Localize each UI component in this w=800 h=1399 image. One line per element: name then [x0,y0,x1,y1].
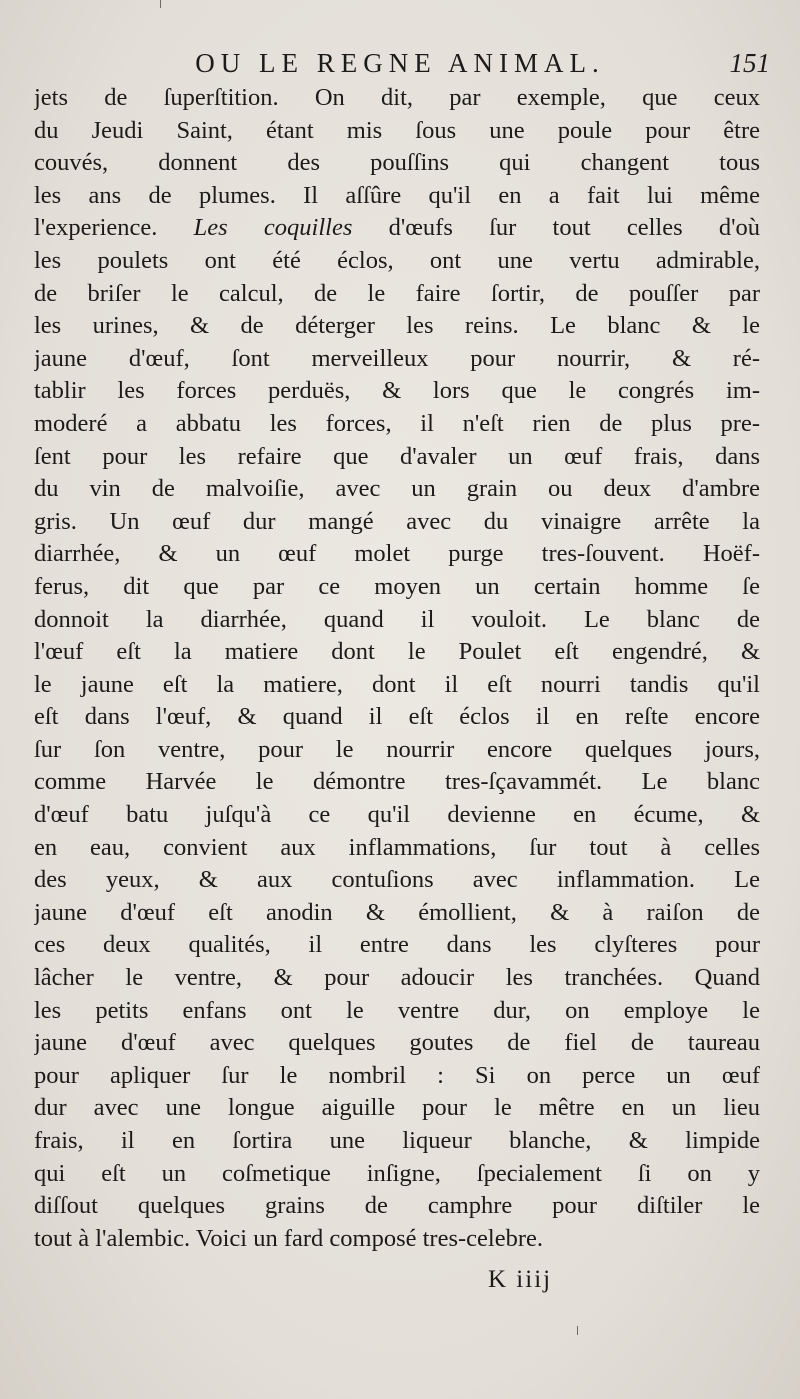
running-title: OU LE REGNE ANIMAL. [195,48,605,78]
text-line: les poulets ont été éclos, ont une vertu admirable, [34,246,760,274]
stray-ink-mark [160,0,161,8]
text-line: jaune d'œuf avec quelques goutes de fiel de taureau [34,1029,760,1057]
text-line: ſent pour les refaire que d'avaler un œuf frais, dans [34,442,760,470]
text-line: diarrhée, & un œuf molet purge tres-ſouvent. Hoëf- [34,540,760,568]
text-line: comme Harvée le démontre tres-ſçavammét. Le blanc [34,768,760,796]
text-line: du vin de malvoiſie, avec un grain ou deux d'ambre [34,475,760,503]
text-line: donnoit la diarrhée, quand il vouloit. Le blanc de [34,605,760,633]
text-line: l'œuf eſt la matiere dont le Poulet eſt engendré, & [34,638,760,666]
text-line [34,212,760,245]
text-line: d'œuf batu juſqu'à ce qu'il devienne en écume, & [34,801,760,829]
text-line: en eau, convient aux inflammations, ſur tout à celles [34,833,760,861]
text-line: tablir les forces perduës, & lors que le congrés im- [34,377,760,405]
body-text [34,82,760,1255]
text-line: frais, il en ſortira une liqueur blanche, & limpide [34,1127,760,1154]
text-line: jaune d'œuf eſt anodin & émollient, & à raiſon de [34,898,760,926]
text-line: les ans de plumes. Il aſſûre qu'il en a fait lui même [34,181,760,209]
text-line: couvés, donnent des pouſſins qui changent tous [34,149,760,177]
text-line: eſt dans l'œuf, & quand il eſt éclos il en reſte encore [34,703,760,731]
text-line: du Jeudi Saint, étant mis ſous une poule pour être [34,116,760,144]
stray-ink-mark [577,1326,578,1335]
page-number: 151 [729,48,770,78]
text-fragment: d'œufs ſur tout celles d'où [352,214,760,242]
text-line: moderé a abbatu les forces, il n'eſt rien de plus pre- [34,409,760,437]
text-line: jaune d'œuf, ſont merveilleux pour nourrir, & ré- [34,344,760,372]
text-fragment: l'experience. [34,214,158,242]
text-line: gris. Un œuf dur mangé avec du vinaigre arrête la [34,507,760,535]
text-line: ces deux qualités, il entre dans les clyſteres pour [34,931,760,959]
text-line: les petits enfans ont le ventre dur, on employe le [34,996,760,1024]
text-line: ferus, dit que par ce moyen un certain homme ſe [34,572,760,600]
text-line: des yeux, & aux contuſions avec inflammation. Le [34,866,760,894]
italic-phrase: Les coquilles [193,214,353,242]
text-line: le jaune eſt la matiere, dont il eſt nourri tandis qu'il [34,670,760,698]
signature-mark: K iiij [488,1266,553,1293]
text-line: qui eſt un coſmetique inſigne, ſpecialement ſi on y [34,1159,760,1187]
text-line: pour apliquer ſur le nombril : Si on perce un œuf [34,1061,760,1089]
text-line: de briſer le calcul, de le faire ſortir, de pouſſer par [34,279,760,307]
text-line: tout à l'alembic. Voici un fard composé tres-celebre. [34,1224,543,1252]
text-line: diſſout quelques grains de camphre pour diſtiler le [34,1192,760,1220]
text-line: lâcher le ventre, & pour adoucir les tranchées. Quand [34,964,760,992]
text-line: ſur ſon ventre, pour le nourrir encore quelques jours, [34,735,760,763]
text-line: dur avec une longue aiguille pour le mêtre en un lieu [34,1094,760,1122]
text-line: les urines, & de déterger les reins. Le blanc & le [34,312,760,340]
text-line: jets de ſuperſtition. On dit, par exemple, que ceux [34,84,760,111]
